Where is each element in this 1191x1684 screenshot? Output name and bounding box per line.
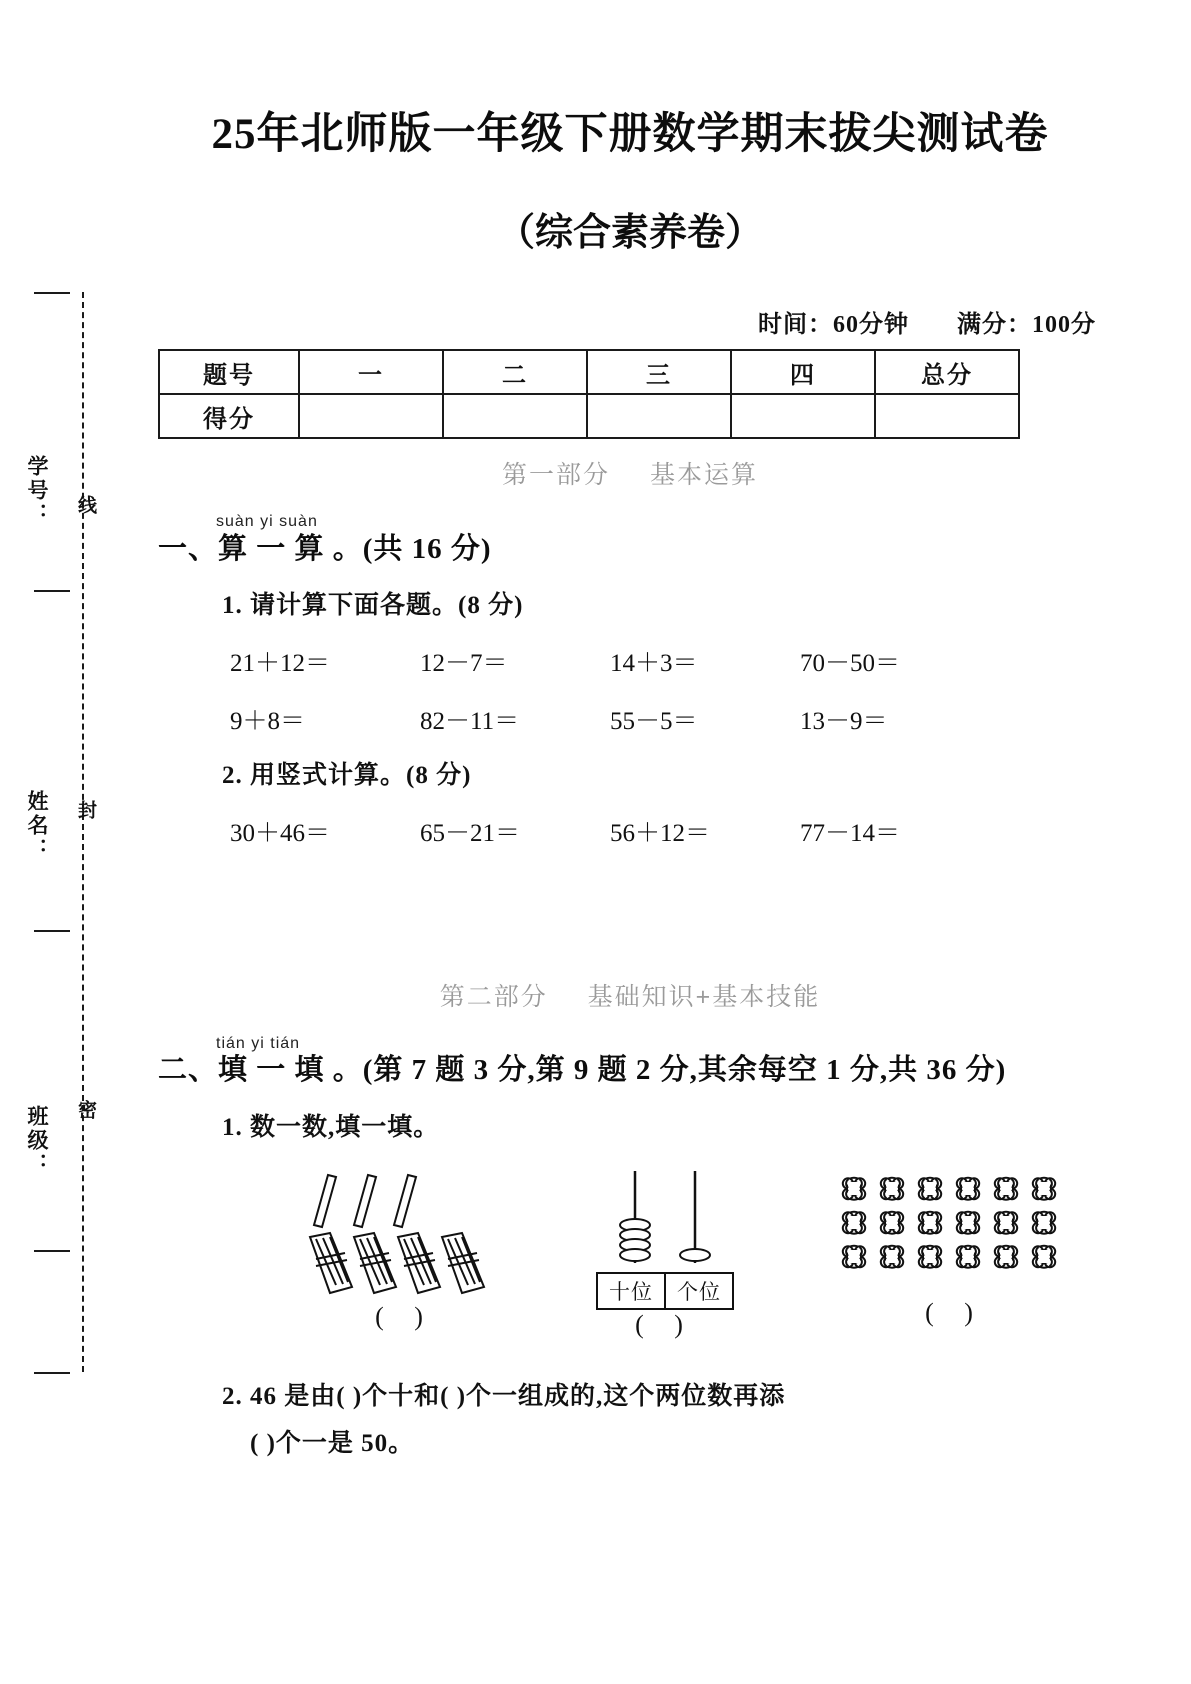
expression-1-2: 12－7＝ [420,649,508,677]
seal-rule-5 [34,1372,70,1374]
expression-2-1: 9＋8＝ [230,707,306,735]
place-value-box [596,1272,734,1310]
abacus-group [575,1167,755,1340]
expression-3-3: 56＋12＝ [610,819,711,847]
question-two-sub-two [222,1373,1062,1468]
exam-meta [130,304,1130,339]
score-cell-total[interactable] [875,394,1019,438]
seal-rule-3 [34,930,70,932]
score-table [158,349,1020,439]
seal-rule-2 [34,590,70,592]
section-spacer [130,849,1130,961]
part-one-name: 基本运算 [649,461,758,489]
expression-2-4: 13－9＝ [800,707,888,735]
score-cell-3[interactable] [587,394,731,438]
tens-place-label: 十位 [598,1274,666,1308]
expression-3-4: 77－14＝ [800,819,901,847]
sticks-group [290,1167,520,1332]
expression-2-2: 82－11＝ [420,707,520,735]
seal-dashed-line [82,292,84,1372]
seal-margin-strip [0,0,130,1684]
student-name-label: 姓名： [25,790,49,862]
expression-1-4: 70－50＝ [800,649,901,677]
flower-cluster-icon [837,1175,1073,1293]
page-subtitle: （综合素养卷） [496,212,763,254]
part-two-header [130,977,1130,1013]
question-two-sub-two-line1: 2. 46 是由( )个十和( )个一组成的,这个两位数再添 [222,1382,786,1410]
col-header-3: 三 [587,350,731,394]
part-two-name: 基础知识+基本技能 [587,982,821,1011]
abacus-icon [590,1167,740,1267]
expression-3-1: 30＋46＝ [230,819,331,847]
table-row-question-numbers [159,350,1019,394]
flowers-answer-blank[interactable]: ( ) [925,1297,985,1327]
part-one-header [130,455,1130,491]
question-one-pinyin: suàn yi suàn [216,513,318,530]
question-two-title: 二、填 一 填 。(第 7 题 3 分,第 9 题 2 分,其余每空 1 分,共 36 分) [158,1054,1007,1087]
seal-rule-4 [34,1250,70,1252]
expression-row-3 [230,813,1020,849]
expression-2-3: 55－5＝ [610,707,698,735]
table-row-scores [159,394,1019,438]
expression-3-2: 65－21＝ [420,819,521,847]
col-header-4: 四 [731,350,875,394]
page-title: 25年北师版一年级下册数学期末拔尖测试卷 [211,111,1049,158]
score-cell-1[interactable] [299,394,443,438]
score-cell-4[interactable] [731,394,875,438]
expression-1-1: 21＋12＝ [230,649,331,677]
seal-char-xian: 线 [75,495,96,516]
question-two-sub-two-line2: ( )个一是 50。 [250,1430,415,1458]
question-two-heading [130,1035,1130,1089]
part-two-number: 第二部分 [439,982,548,1011]
expression-1-3: 14＋3＝ [610,649,698,677]
question-one-heading [130,513,1130,567]
expression-row-1 [230,643,1020,679]
question-one-sub-two: 2. 用竖式计算。(8 分) [222,761,472,789]
col-header-total: 总分 [875,350,1019,394]
exam-page [130,0,1130,1684]
question-one-title: 一、算 一 算 。(共 16 分) [158,532,492,565]
expression-row-2 [230,701,1020,737]
score-cell-2[interactable] [443,394,587,438]
seal-rule-1 [34,292,70,294]
class-label: 班级： [25,1105,49,1177]
abacus-answer-blank[interactable]: ( ) [635,1309,695,1339]
ones-place-label: 个位 [677,1279,721,1304]
row-label-score: 得分 [159,394,299,438]
question-one-sub-one: 1. 请计算下面各题。(8 分) [222,591,524,619]
total-points-label: 满分：100分 [957,312,1096,338]
row-label-question-no: 题号 [159,350,299,394]
sticks-answer-blank[interactable]: ( ) [375,1301,435,1331]
col-header-1: 一 [299,350,443,394]
seal-char-mi: 密 [75,1100,96,1121]
col-header-2: 二 [443,350,587,394]
part-one-number: 第一部分 [502,461,611,489]
time-limit-label: 时间：60分钟 [758,312,909,338]
flowers-group [830,1175,1080,1328]
question-two-sub-one: 1. 数一数,填一填。 [222,1113,440,1141]
seal-char-feng: 封 [75,800,96,821]
question-two-pinyin: tián yi tián [216,1034,301,1052]
student-id-label: 学号： [25,455,49,527]
counting-sticks-icon [298,1167,513,1297]
counting-illustration-row [230,1167,1060,1357]
